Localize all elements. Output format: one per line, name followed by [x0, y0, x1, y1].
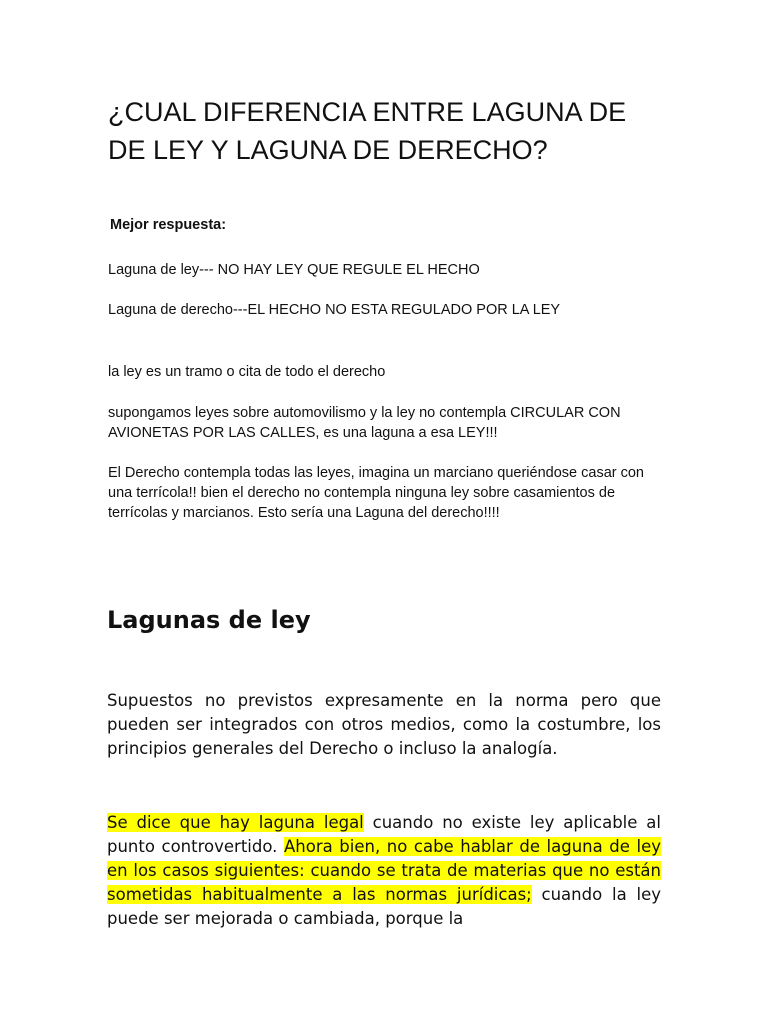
paragraph-supongamos: supongamos leyes sobre automovilismo y la ley no contempla CIRCULAR CON AVIONETAS POR LAS CALLES, es una laguna a esa LEY!!! [108, 405, 621, 441]
highlighted-text: Se dice que hay laguna legal [107, 813, 364, 832]
document-title: ¿CUAL DIFERENCIA ENTRE LAGUNA DE DE LEY Y LAGUNA DE DERECHO? [108, 97, 627, 165]
paragraph-text: cuando no existe ley aplicable al punto controvertido. [107, 813, 661, 856]
paragraph-laguna-legal [107, 811, 661, 931]
paragraph-tramo: la ley es un tramo o cita de todo el derecho [108, 364, 386, 380]
paragraph-text: cuando la ley puede ser mejorada o cambiada, porque la [107, 885, 661, 928]
best-answer-label: Mejor respuesta: [110, 217, 227, 233]
paragraph-supuestos: Supuestos no previstos expresamente en la norma pero que pueden ser integrados con otros medios, como la costumbre, los principios generales del Derecho o incluso la analogía. [107, 691, 661, 758]
definition-laguna-de-derecho: Laguna de derecho---EL HECHO NO ESTA REGULADO POR LA LEY [108, 302, 561, 318]
section-heading-lagunas-de-ley: Lagunas de ley [107, 606, 311, 634]
paragraph-marciano: El Derecho contempla todas las leyes, imagina un marciano queriéndose casar con una terrícola!! bien el derecho no contempla ninguna ley sobre casamientos de terrícolas y marcianos. Esto sería una Laguna del derecho!!!! [108, 465, 644, 521]
highlighted-text: Ahora bien, no cabe hablar de laguna de ley en los casos siguientes: cuando se trata de materias que no están sometidas habitualmente a las normas jurídicas; [107, 837, 661, 904]
definition-laguna-de-ley: Laguna de ley--- NO HAY LEY QUE REGULE EL HECHO [108, 262, 480, 278]
